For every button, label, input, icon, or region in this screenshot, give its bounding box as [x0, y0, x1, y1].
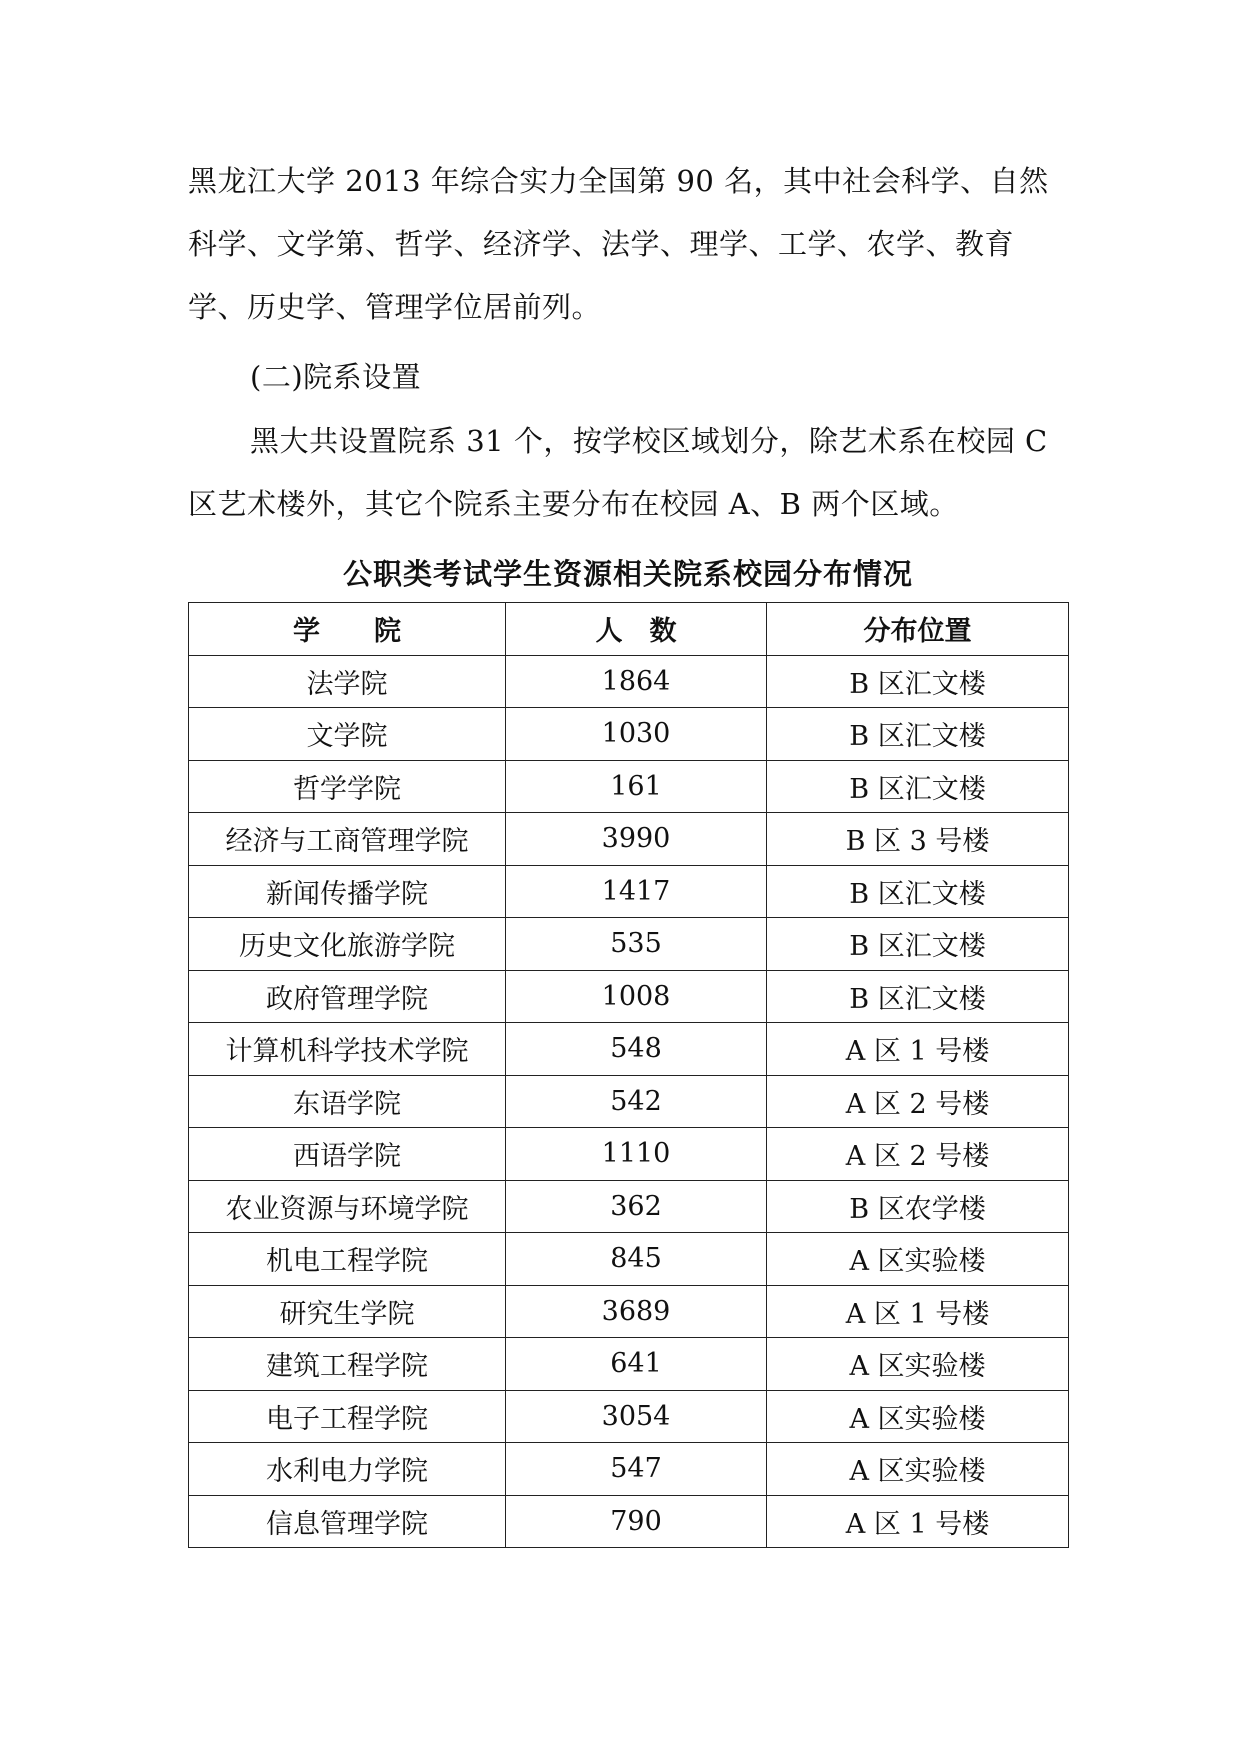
column-header-college: 学 院	[189, 603, 506, 656]
cell-count: 547	[506, 1443, 767, 1496]
cell-college: 电子工程学院	[189, 1390, 506, 1443]
cell-count: 542	[506, 1075, 767, 1128]
cell-location: B 区 3 号楼	[767, 813, 1069, 866]
table-row	[189, 1443, 1069, 1496]
cell-count: 1008	[506, 970, 767, 1023]
cell-count: 548	[506, 1023, 767, 1076]
cell-count: 1417	[506, 865, 767, 918]
paragraph-line: 黑龙江大学 2013 年综合实力全国第 90 名，其中社会科学、自然	[188, 164, 1049, 198]
table-row	[189, 865, 1069, 918]
cell-college: 东语学院	[189, 1075, 506, 1128]
table-row	[189, 655, 1069, 708]
cell-count: 161	[506, 760, 767, 813]
cell-location: A 区实验楼	[767, 1233, 1069, 1286]
cell-location: A 区 1 号楼	[767, 1285, 1069, 1338]
department-distribution-table	[188, 602, 1069, 1548]
paragraph-line: 科学、文学第、哲学、经济学、法学、理学、工学、农学、教育	[188, 227, 1015, 261]
cell-count: 1110	[506, 1128, 767, 1181]
cell-college: 新闻传播学院	[189, 865, 506, 918]
cell-location: A 区实验楼	[767, 1338, 1069, 1391]
cell-college: 哲学学院	[189, 760, 506, 813]
cell-college: 政府管理学院	[189, 970, 506, 1023]
cell-count: 1030	[506, 708, 767, 761]
cell-count: 845	[506, 1233, 767, 1286]
cell-location: B 区汇文楼	[767, 655, 1069, 708]
table-row	[189, 1128, 1069, 1181]
cell-college: 计算机科学技术学院	[189, 1023, 506, 1076]
table-row	[189, 1338, 1069, 1391]
cell-location: B 区汇文楼	[767, 708, 1069, 761]
cell-count: 535	[506, 918, 767, 971]
table-row	[189, 760, 1069, 813]
table-row	[189, 918, 1069, 971]
cell-location: B 区汇文楼	[767, 918, 1069, 971]
table-row	[189, 1233, 1069, 1286]
cell-count: 3054	[506, 1390, 767, 1443]
cell-location: B 区汇文楼	[767, 970, 1069, 1023]
intro-paragraph	[188, 150, 1068, 339]
cell-location: A 区实验楼	[767, 1390, 1069, 1443]
section-heading: (二)院系设置	[250, 360, 422, 394]
table-header-row	[189, 603, 1069, 656]
table-row	[189, 708, 1069, 761]
cell-college: 建筑工程学院	[189, 1338, 506, 1391]
cell-location: A 区 1 号楼	[767, 1495, 1069, 1548]
cell-count: 641	[506, 1338, 767, 1391]
cell-location: A 区 1 号楼	[767, 1023, 1069, 1076]
cell-college: 研究生学院	[189, 1285, 506, 1338]
cell-location: A 区 2 号楼	[767, 1075, 1069, 1128]
cell-location: B 区汇文楼	[767, 865, 1069, 918]
table-row	[189, 1023, 1069, 1076]
cell-location: A 区 2 号楼	[767, 1128, 1069, 1181]
cell-location: B 区农学楼	[767, 1180, 1069, 1233]
departments-paragraph	[188, 410, 1068, 536]
cell-count: 3990	[506, 813, 767, 866]
cell-college: 水利电力学院	[189, 1443, 506, 1496]
cell-location: B 区汇文楼	[767, 760, 1069, 813]
cell-count: 362	[506, 1180, 767, 1233]
table-row	[189, 970, 1069, 1023]
paragraph-line: 区艺术楼外，其它个院系主要分布在校园 A、B 两个区域。	[188, 487, 959, 521]
column-header-location: 分布位置	[767, 603, 1069, 656]
paragraph-line: 黑大共设置院系 31 个，按学校区域划分，除艺术系在校园 C	[250, 424, 1048, 458]
cell-count: 790	[506, 1495, 767, 1548]
table-row	[189, 1075, 1069, 1128]
table-row	[189, 813, 1069, 866]
table-row	[189, 1495, 1069, 1548]
table-row	[189, 1390, 1069, 1443]
cell-count: 3689	[506, 1285, 767, 1338]
cell-college: 历史文化旅游学院	[189, 918, 506, 971]
cell-location: A 区实验楼	[767, 1443, 1069, 1496]
cell-college: 信息管理学院	[189, 1495, 506, 1548]
cell-count: 1864	[506, 655, 767, 708]
cell-college: 经济与工商管理学院	[189, 813, 506, 866]
paragraph-line: 学、历史学、管理学位居前列。	[188, 290, 602, 324]
cell-college: 文学院	[189, 708, 506, 761]
column-header-count: 人 数	[506, 603, 767, 656]
table-row	[189, 1180, 1069, 1233]
cell-college: 农业资源与环境学院	[189, 1180, 506, 1233]
table-row	[189, 1285, 1069, 1338]
cell-college: 法学院	[189, 655, 506, 708]
cell-college: 西语学院	[189, 1128, 506, 1181]
cell-college: 机电工程学院	[189, 1233, 506, 1286]
table-title: 公职类考试学生资源相关院系校园分布情况	[342, 557, 913, 591]
